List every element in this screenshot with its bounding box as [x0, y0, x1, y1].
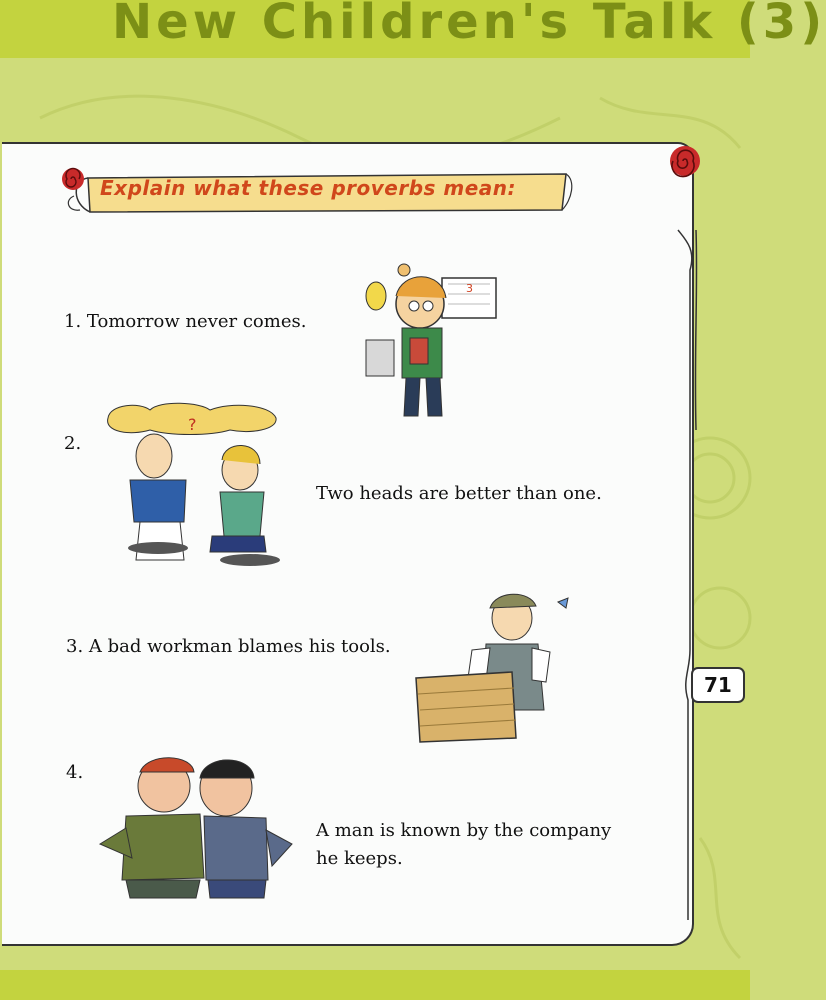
- workman-with-crate-illustration: [412, 590, 582, 755]
- proverb-2-text: Two heads are better than one.: [316, 483, 602, 504]
- proverb-3-number: 3.: [66, 636, 84, 657]
- svg-text:3: 3: [466, 282, 473, 295]
- proverb-3-label: A bad workman blames his tools.: [88, 636, 391, 657]
- panel-edge-decoration: [676, 230, 700, 920]
- section-heading: Explain what these proverbs mean:: [100, 176, 517, 200]
- bottom-band: [0, 970, 750, 1000]
- proverb-4-text-line-2: he keeps.: [316, 848, 403, 869]
- proverb-1-label: Tomorrow never comes.: [86, 311, 307, 332]
- page-number: 71: [704, 673, 732, 697]
- two-friends-illustration: [96, 748, 302, 900]
- proverb-4-number: 4.: [66, 762, 84, 783]
- two-thinking-kids-illustration: [100, 400, 290, 585]
- spiral-icon: [60, 166, 86, 192]
- proverb-2-number: 2.: [64, 433, 82, 454]
- proverb-3-text: [66, 636, 391, 657]
- proverb-1-number: 1.: [64, 311, 82, 332]
- spiral-icon: [668, 144, 702, 178]
- page-title: New Children's Talk (3): [112, 0, 826, 50]
- boy-with-calendar-illustration: [356, 256, 506, 424]
- svg-text:?: ?: [188, 415, 197, 434]
- proverb-4-text-line-1: A man is known by the company: [316, 820, 612, 841]
- proverb-1-text: [64, 311, 306, 332]
